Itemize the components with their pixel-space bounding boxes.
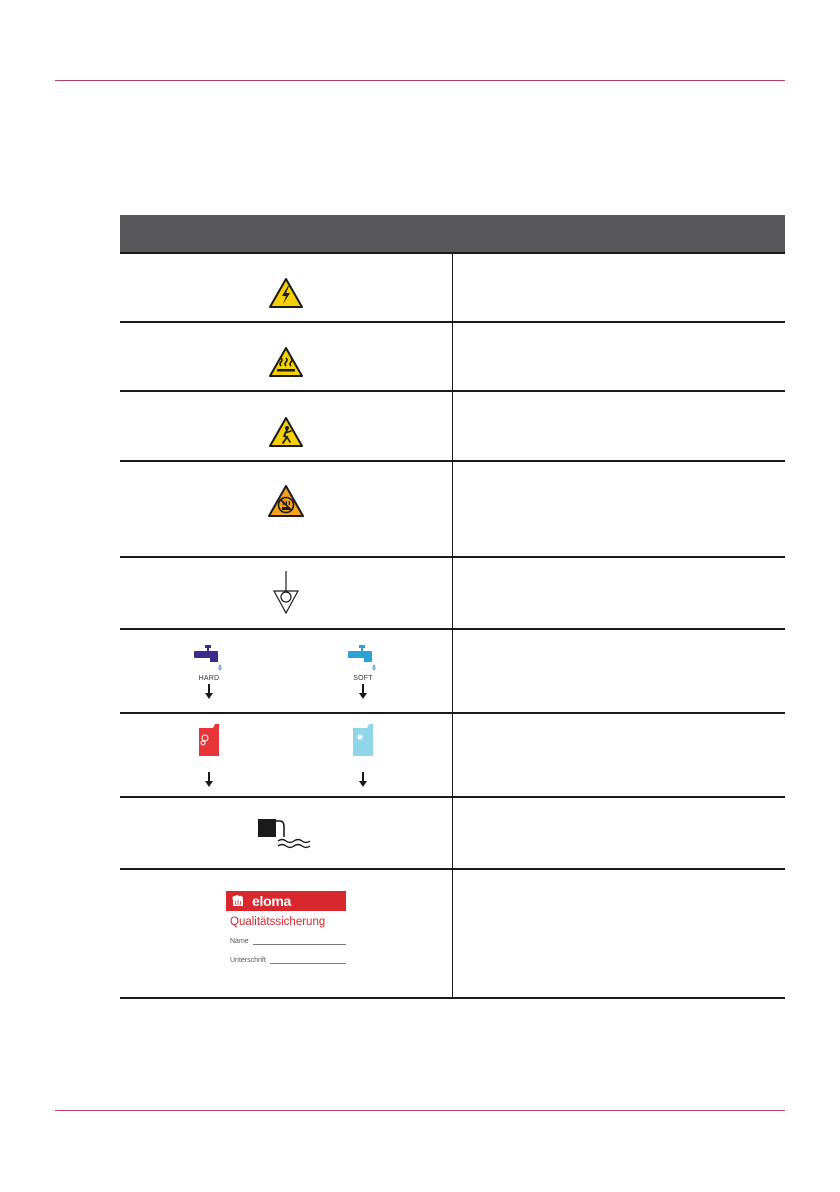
footer-rule <box>55 1110 785 1111</box>
hand-crush-warning-icon <box>268 416 304 448</box>
signature-line <box>270 963 346 964</box>
electric-shock-warning-icon <box>268 277 304 309</box>
table-row <box>120 557 785 629</box>
hard-label: HARD <box>198 674 220 682</box>
symbol-cell <box>120 461 453 557</box>
description-cell <box>453 391 786 461</box>
signature-field <box>230 957 346 964</box>
quality-title: Qualitätssicherung <box>230 916 326 928</box>
table-row <box>120 869 785 998</box>
red-canister-icon <box>195 722 223 758</box>
name-label: Name <box>230 938 249 945</box>
arrow-down-icon <box>358 772 368 788</box>
description-cell <box>453 713 786 797</box>
rinse-canister <box>349 722 377 788</box>
hot-steam-warning-icon <box>267 484 305 518</box>
symbol-cell <box>120 253 453 322</box>
arrow-down-icon <box>204 772 214 788</box>
header-rule <box>55 80 785 81</box>
description-cell <box>453 253 786 322</box>
symbol-cell <box>120 797 453 869</box>
arrow-down-icon <box>358 684 368 700</box>
equipotential-bonding-icon <box>271 569 301 617</box>
description-cell <box>453 461 786 557</box>
arrow-down-icon <box>204 684 214 700</box>
symbol-cell <box>120 869 453 998</box>
symbol-cell <box>120 557 453 629</box>
description-cell <box>453 869 786 998</box>
symbol-cell <box>120 629 453 713</box>
description-cell <box>453 557 786 629</box>
eloma-logo <box>226 891 346 911</box>
name-line <box>253 944 346 945</box>
table-row <box>120 713 785 797</box>
chef-hat-icon <box>230 894 246 908</box>
symbol-cell <box>120 391 453 461</box>
table-row <box>120 391 785 461</box>
table-row <box>120 253 785 322</box>
hot-surface-warning-icon <box>268 346 304 378</box>
table-row <box>120 322 785 391</box>
quality-label <box>226 891 346 964</box>
symbol-table <box>120 215 785 999</box>
name-field <box>230 938 346 945</box>
description-cell <box>453 322 786 391</box>
hard-water-tap-icon <box>192 643 226 673</box>
cleaner-canister <box>195 722 223 788</box>
table-row <box>120 629 785 713</box>
blue-canister-icon <box>349 722 377 758</box>
description-cell <box>453 797 786 869</box>
table-row <box>120 461 785 557</box>
soft-water-tap <box>346 643 380 700</box>
signature-label: Unterschrift <box>230 957 266 964</box>
symbol-cell <box>120 713 453 797</box>
drain-icon <box>254 813 318 853</box>
brand-name: eloma <box>252 893 291 909</box>
symbol-cell <box>120 322 453 391</box>
hard-water-tap <box>192 643 226 700</box>
soft-label: SOFT <box>353 674 373 682</box>
table-header <box>120 215 785 253</box>
description-cell <box>453 629 786 713</box>
table-row <box>120 797 785 869</box>
soft-water-tap-icon <box>346 643 380 673</box>
